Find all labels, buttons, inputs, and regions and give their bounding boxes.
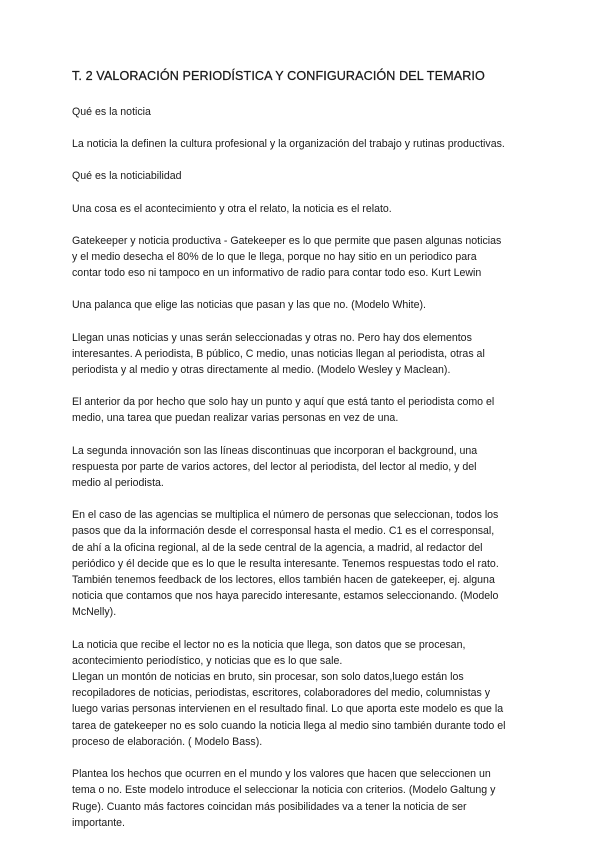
- paragraph: [72, 136, 534, 152]
- text-line: El anterior da por hecho que solo hay un punto y aquí que está tanto el periodista como el: [72, 396, 495, 409]
- text-line: Qué es la noticia: [72, 106, 151, 118]
- paragraph: [72, 394, 534, 426]
- text-line: medio al periodista.: [72, 477, 164, 490]
- text-line: contar todo eso ni tampoco en un informativo de radio para contar todo eso. Kurt Lewin: [72, 267, 482, 280]
- text-line: Una cosa es el acontecimiento y otra el relato, la noticia es el relato.: [72, 202, 392, 215]
- paragraph: [72, 201, 534, 217]
- text-line: respuesta por parte de varios actores, del lector al periodista, del lector al medio, y del: [72, 460, 477, 473]
- text-line: Ruge). Cuanto más factores coincidan más posibilidades va a tener la noticia de ser: [72, 800, 467, 813]
- paragraph: [72, 104, 534, 120]
- paragraph: [72, 637, 534, 669]
- text-line: periódico y él decide que es lo que le resulta interesante. Tenemos respuestas todo el rato.: [72, 557, 499, 570]
- text-line: Una palanca que elige las noticias que pasan y las que no. (Modelo White).: [72, 299, 426, 312]
- paragraph: [72, 443, 534, 492]
- text-line: En el caso de las agencias se multiplica el número de personas que seleccionan, todos los: [72, 509, 499, 522]
- paragraph: [72, 766, 534, 831]
- text-line: pasos que da la información desde el corresponsal hasta el medio. C1 es el corresponsal,: [72, 525, 495, 538]
- paragraph: [72, 233, 534, 282]
- paragraph: [72, 669, 534, 750]
- paragraph: [72, 330, 534, 379]
- paragraph-list: [72, 104, 534, 831]
- document-title: T. 2 VALORACIÓN PERIODÍSTICA Y CONFIGURACIÓN DEL TEMARIO: [72, 69, 485, 83]
- text-line: interesantes. A periodista, B público, C medio, unas noticias llegan al periodista, otras al: [72, 347, 485, 360]
- text-line: Gatekeeper y noticia productiva - Gatekeeper es lo que permite que pasen algunas noticias: [72, 234, 502, 247]
- text-line: de ahí a la oficina regional, al de la sede central de la agencia, a madrid, al redactor del: [72, 541, 483, 554]
- text-line: y el medio desecha el 80% de lo que le llega, porque no hay sitio en un periodico para: [72, 251, 477, 264]
- document-body: [72, 68, 534, 847]
- text-line: Qué es la noticiabilidad: [72, 170, 182, 183]
- text-line: luego varias personas intervienen en el resultado final. Lo que aporta este modelo es que la: [72, 703, 504, 716]
- text-line: La noticia que recibe el lector no es la noticia que llega, son datos que se procesan,: [72, 638, 466, 651]
- paragraph: [72, 297, 534, 313]
- text-line: proceso de elaboración. ( Modelo Bass).: [72, 735, 263, 748]
- text-line: tarea de gatekeeper no es solo cuando la noticia llega al medio sino también durante todo el: [72, 719, 506, 732]
- text-line: tema o no. Este modelo introduce el seleccionar la noticia con criterios. (Modelo Galtung y: [72, 784, 496, 797]
- text-line: noticia que contamos que nos haya parecido interesante, estamos seleccionando. (Modelo: [72, 590, 499, 603]
- text-line: También tenemos feedback de los lectores, ellos también hacen de gatekeeper, ej. alguna: [72, 574, 495, 587]
- paragraph: [72, 168, 534, 184]
- text-line: recopiladores de noticias, periodistas, escritores, colaboradores del medio, columnistas y: [72, 687, 491, 700]
- text-line: Llegan un montón de noticias en bruto, sin procesar, son solo datos,luego están los: [72, 671, 464, 684]
- text-line: Llegan unas noticias y unas serán seleccionadas y otras no. Pero hay dos elementos: [72, 331, 472, 344]
- text-line: La segunda innovación son las líneas discontinuas que incorporan el background, una: [72, 444, 478, 457]
- text-line: importante.: [72, 816, 125, 829]
- text-line: Plantea los hechos que ocurren en el mundo y los valores que hacen que seleccionen un: [72, 768, 491, 781]
- text-line: McNelly).: [72, 606, 117, 619]
- paragraph: [72, 507, 534, 620]
- text-line: acontecimiento periodístico, y noticias que es lo que sale.: [72, 654, 343, 667]
- text-line: La noticia la definen la cultura profesional y la organización del trabajo y rutinas productivas.: [72, 138, 505, 151]
- text-line: medio, una tarea que puedan realizar varias personas en vez de una.: [72, 412, 399, 425]
- text-line: periodista y al medio y otras directamente al medio. (Modelo Wesley y Maclean).: [72, 364, 451, 377]
